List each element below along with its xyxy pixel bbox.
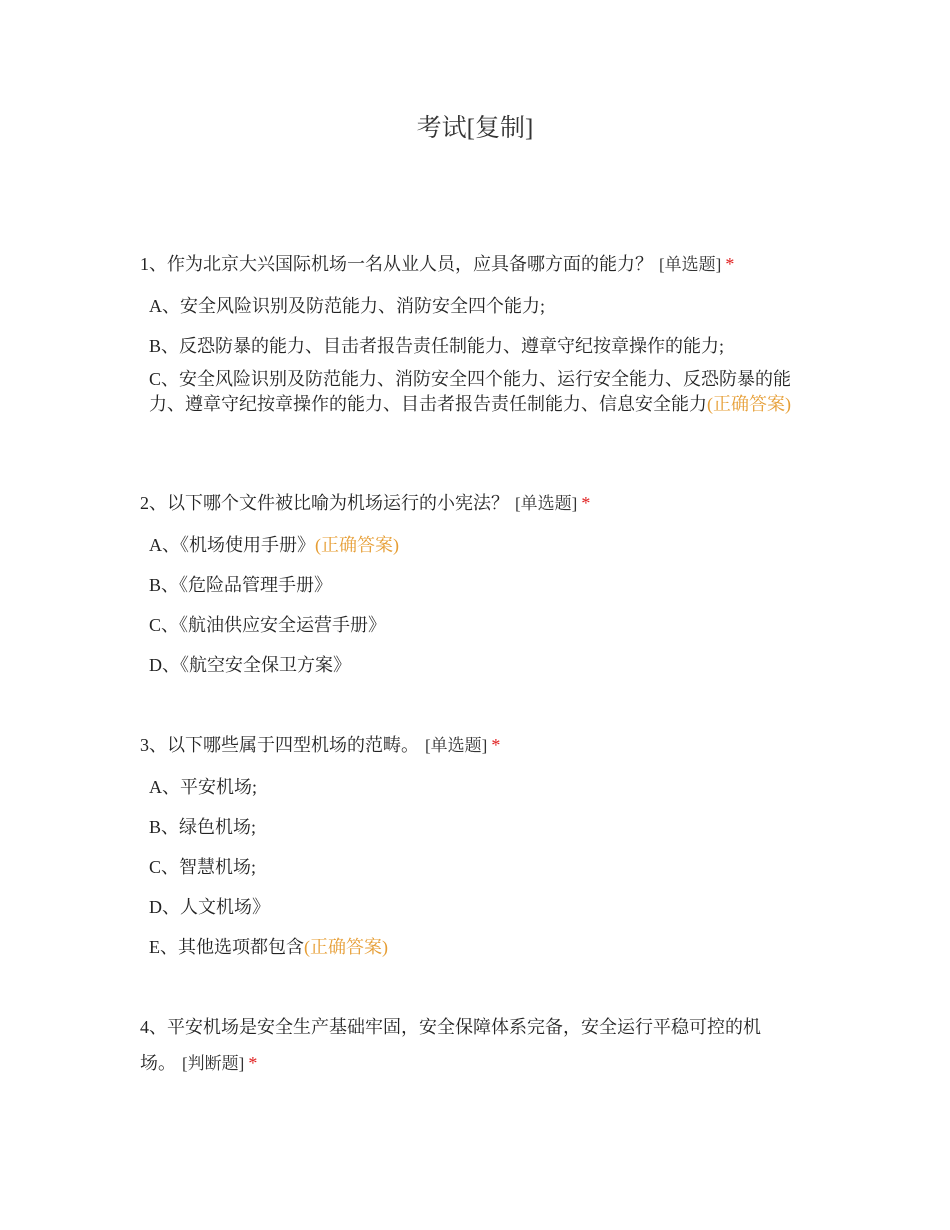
option-text: 绿色机场; — [179, 817, 257, 837]
option-c[interactable] — [149, 367, 800, 417]
option-letter: A、 — [149, 296, 180, 316]
option-b[interactable] — [149, 814, 800, 840]
question-stem: 以下哪些属于四型机场的范畴。 — [167, 735, 419, 755]
question-type: [单选题] — [659, 255, 722, 274]
required-mark: * — [581, 493, 591, 513]
question-text — [140, 727, 800, 764]
question-stem: 以下哪个文件被比喻为机场运行的小宪法？ — [167, 493, 509, 513]
option-letter: D、 — [149, 655, 180, 675]
question-number: 1、 — [140, 254, 167, 274]
required-mark: * — [491, 735, 501, 755]
option-c[interactable] — [149, 854, 800, 880]
question-text — [140, 246, 800, 283]
question-text — [140, 1009, 790, 1082]
option-c[interactable] — [149, 612, 800, 638]
option-letter: C、 — [149, 857, 180, 877]
option-text: 安全风险识别及防范能力、消防安全四个能力、运行安全能力、反恐防暴的能力、遵章守纪按章操作的能力、目击者报告责任制能力、信息安全能力 — [149, 369, 792, 414]
question-3 — [140, 727, 800, 960]
option-letter: D、 — [149, 897, 180, 917]
correct-answer-tag: (正确答案) — [707, 394, 791, 414]
option-e[interactable] — [149, 934, 800, 960]
option-b[interactable] — [149, 333, 800, 359]
option-d[interactable] — [149, 894, 800, 920]
option-letter: B、 — [149, 575, 180, 595]
page-title: 考试[复制] — [416, 115, 534, 142]
option-letter: A、 — [149, 535, 180, 555]
option-a[interactable] — [149, 293, 800, 319]
question-text — [140, 485, 800, 522]
question-type: [判断题] — [182, 1054, 245, 1073]
option-letter: E、 — [149, 937, 178, 957]
option-text: 安全风险识别及防范能力、消防安全四个能力; — [180, 296, 545, 316]
option-letter: B、 — [149, 336, 180, 356]
question-stem: 平安机场是安全生产基础牢固，安全保障体系完备，安全运行平稳可控的机场。 — [140, 1017, 761, 1073]
required-mark: * — [248, 1053, 258, 1073]
option-text: 其他选项都包含 — [178, 937, 304, 957]
question-number: 4、 — [140, 1017, 167, 1037]
option-b[interactable] — [149, 572, 800, 598]
question-type: [单选题] — [515, 494, 578, 513]
correct-answer-tag: (正确答案) — [304, 937, 388, 957]
option-text: 《航油供应安全运营手册》 — [179, 615, 387, 635]
correct-answer-tag: (正确答案) — [315, 535, 399, 555]
option-letter: C、 — [149, 615, 180, 635]
option-text: 平安机场; — [180, 777, 258, 797]
option-text: 《航空安全保卫方案》 — [180, 655, 351, 675]
question-number: 2、 — [140, 493, 167, 513]
option-d[interactable] — [149, 652, 800, 678]
option-text: 智慧机场; — [179, 857, 257, 877]
option-letter: C、 — [149, 369, 180, 389]
question-stem: 作为北京大兴国际机场一名从业人员，应具备哪方面的能力？ — [167, 254, 653, 274]
option-letter: B、 — [149, 817, 180, 837]
question-number: 3、 — [140, 735, 167, 755]
option-text: 《危险品管理手册》 — [179, 575, 333, 595]
required-mark: * — [725, 254, 735, 274]
question-2 — [140, 485, 800, 678]
option-text: 反恐防暴的能力、目击者报告责任制能力、遵章守纪按章操作的能力; — [179, 336, 725, 356]
option-text: 《机场使用手册》 — [180, 535, 315, 555]
option-a[interactable] — [149, 774, 800, 800]
question-1 — [140, 246, 800, 417]
question-4 — [140, 1009, 790, 1082]
option-letter: A、 — [149, 777, 180, 797]
option-a[interactable] — [149, 532, 800, 558]
question-type: [单选题] — [425, 736, 488, 755]
option-text: 人文机场》 — [180, 897, 270, 917]
